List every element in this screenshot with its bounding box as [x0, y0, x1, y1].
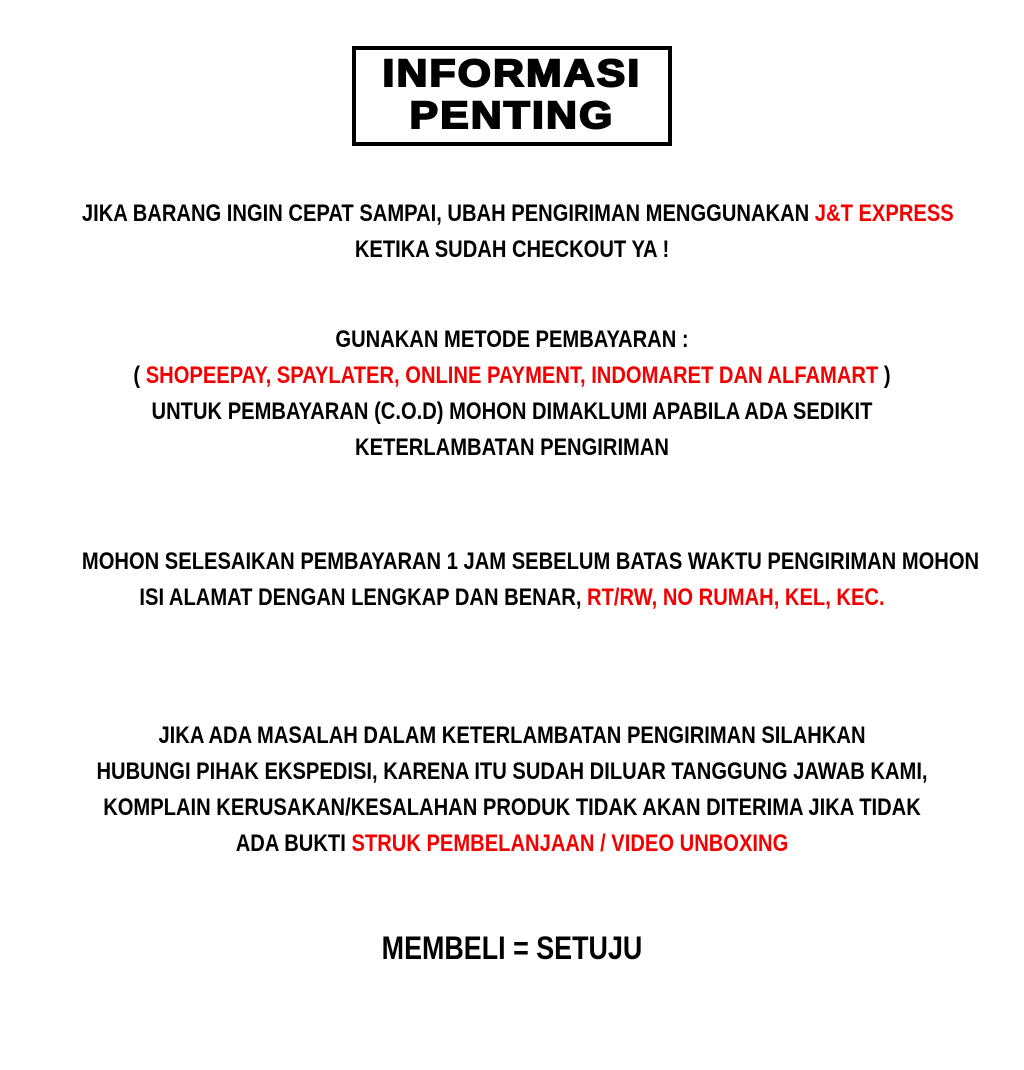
important-info-title-box — [352, 46, 672, 146]
text-segment: ) — [878, 362, 891, 389]
notice-payment-methods — [0, 322, 1024, 466]
text-segment: KETIKA SUDAH CHECKOUT YA ! — [354, 236, 670, 263]
text-line — [82, 754, 942, 790]
text-line — [82, 322, 942, 358]
text-segment: ISI ALAMAT DENGAN LENGKAP DAN BENAR, — [139, 584, 588, 611]
text-line — [81, 544, 980, 580]
text-segment: UNTUK PEMBAYARAN (C.O.D) MOHON DIMAKLUMI APABILA ADA SEDIKIT — [151, 398, 873, 425]
text-line — [82, 826, 942, 862]
text-line — [82, 358, 942, 394]
highlight-segment: J&T EXPRESS — [814, 200, 954, 227]
text-line — [82, 790, 942, 826]
text-line — [81, 196, 954, 232]
agreement-statement: MEMBELI = SETUJU — [381, 930, 643, 966]
notice-shipping-method — [0, 196, 1024, 268]
text-segment: KOMPLAIN KERUSAKAN/KESALAHAN PRODUK TIDAK AKAN DITERIMA JIKA TIDAK — [103, 794, 921, 821]
text-segment: MOHON SELESAIKAN PEMBAYARAN 1 JAM SEBELUM BATAS WAKTU PENGIRIMAN MOHON — [81, 548, 980, 575]
page-title: INFORMASI PENTING — [382, 53, 642, 137]
highlight-segment: STRUK PEMBELANJAAN / VIDEO UNBOXING — [351, 830, 789, 857]
text-segment: GUNAKAN METODE PEMBAYARAN : — [335, 326, 689, 353]
text-segment: KETERLAMBATAN PENGIRIMAN — [355, 434, 669, 461]
notice-payment-deadline-address — [0, 544, 1024, 616]
text-segment: ( — [133, 362, 146, 389]
text-line — [82, 718, 942, 754]
text-line — [82, 430, 942, 466]
notice-complaint-policy — [0, 718, 1024, 862]
text-segment: ADA BUKTI — [235, 830, 352, 857]
text-line — [82, 580, 942, 616]
important-info-poster — [0, 46, 1024, 1070]
highlight-segment: RT/RW, NO RUMAH, KEL, KEC. — [587, 584, 885, 611]
text-line — [82, 232, 942, 268]
text-line — [82, 394, 942, 430]
highlight-segment: SHOPEEPAY, SPAYLATER, ONLINE PAYMENT, INDOMARET DAN ALFAMART — [145, 362, 879, 389]
text-segment: HUBUNGI PIHAK EKSPEDISI, KARENA ITU SUDAH DILUAR TANGGUNG JAWAB KAMI, — [96, 758, 928, 785]
text-segment: JIKA BARANG INGIN CEPAT SAMPAI, UBAH PENGIRIMAN MENGGUNAKAN — [81, 200, 815, 227]
text-segment: JIKA ADA MASALAH DALAM KETERLAMBATAN PENGIRIMAN SILAHKAN — [158, 722, 866, 749]
